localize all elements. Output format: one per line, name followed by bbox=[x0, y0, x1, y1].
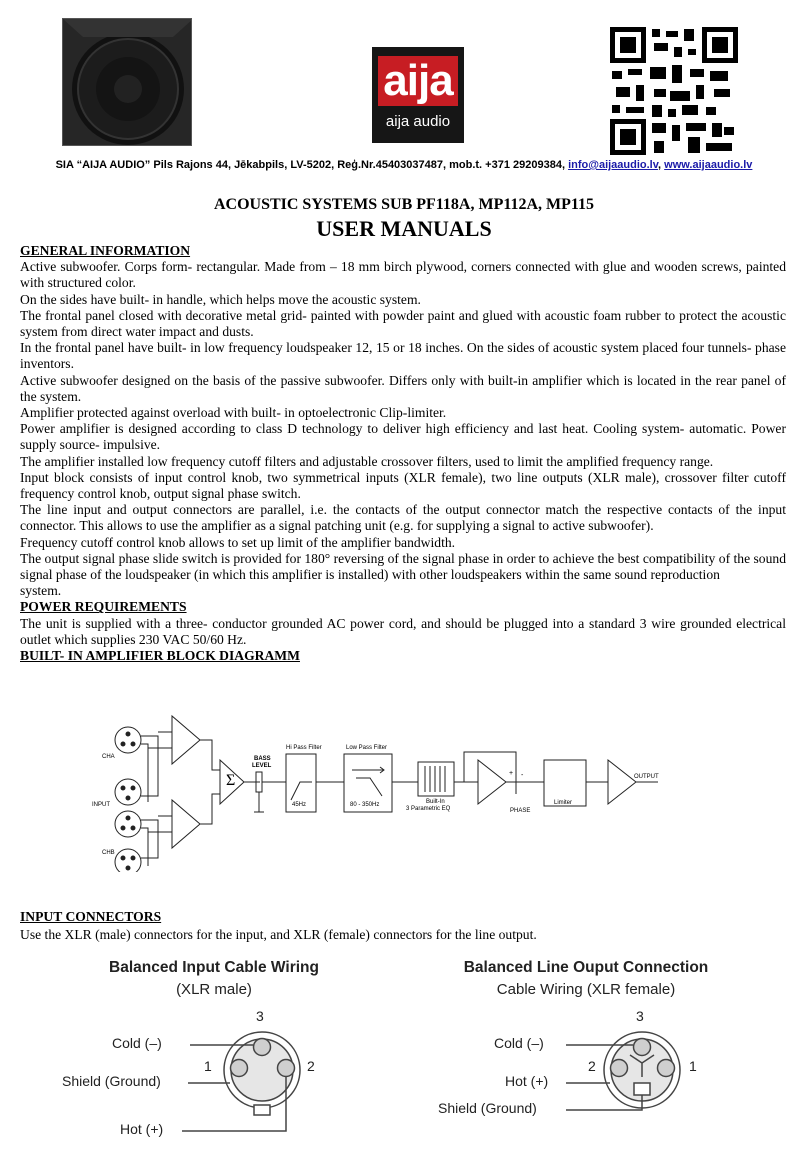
output-label: OUTPUT bbox=[634, 774, 659, 780]
bass-label: BASS bbox=[254, 756, 271, 762]
input-label: INPUT bbox=[92, 802, 110, 808]
logo-brand: aija bbox=[378, 56, 458, 106]
eq-label-2: 3 Parametric EQ bbox=[406, 806, 451, 812]
email-link[interactable]: info@aijaaudio.lv bbox=[568, 159, 659, 171]
qr-code bbox=[610, 27, 738, 155]
paragraph: Frequency cutoff control knob allows to set up limit of the amplifier bandwidth. bbox=[20, 534, 456, 550]
xlr-wiring-diagrams bbox=[50, 955, 770, 1160]
chb-label: CHB bbox=[102, 850, 115, 856]
phase-plus: + bbox=[509, 770, 514, 777]
output-wiring-title-2: Cable Wiring (XLR female) bbox=[496, 981, 676, 998]
diagram-heading: BUILT- IN AMPLIFIER BLOCK DIAGRAMM bbox=[20, 648, 300, 664]
paragraph: In the frontal panel have built- in low frequency loudspeaker 12, 15 or 18 inches. On the sides of acoustic system placed four tunnels- phase inventors. bbox=[20, 340, 786, 372]
logo-subtitle: aija audio bbox=[385, 113, 451, 130]
left-hot-label: Hot (+) bbox=[120, 1121, 164, 1137]
right-hot-label: Hot (+) bbox=[505, 1073, 549, 1089]
input-wiring-title-2: (XLR male) bbox=[176, 981, 252, 998]
level-label: LEVEL bbox=[252, 763, 272, 769]
paragraph: Power amplifier is designed according to class D technology to deliver high efficiency and last heat. Cooling system- automatic. Power supply source- impulsive. bbox=[20, 421, 786, 453]
amplifier-block-diagram bbox=[88, 712, 668, 872]
power-text: The unit is supplied with a three- conductor grounded AC power cord, and should be plugged into a standard 3 wire grounded electrical outlet which supplies 230 VAC 50/60 Hz. bbox=[20, 615, 786, 647]
eq-label-1: Built-In bbox=[426, 799, 445, 805]
input-connectors-heading: INPUT CONNECTORS bbox=[20, 909, 162, 924]
paragraph: Active subwoofer. Corps form- rectangular. Made from – 18 mm birch plywood, corners connected with glue and wooden screws, painted with structured color. bbox=[20, 259, 786, 291]
paragraph: The line input and output connectors are parallel, i.e. the contacts of the output connector match the respective contacts of the input connector. This allows to use the amplifier as a signal patching unit (e.g. for supplying a signal to active subwoofer). bbox=[20, 502, 786, 534]
general-info-heading: GENERAL INFORMATION bbox=[20, 243, 191, 258]
paragraph: system. bbox=[20, 583, 62, 599]
right-pin-3: 3 bbox=[636, 1008, 644, 1024]
document-subtitle: ACOUSTIC SYSTEMS SUB PF118A, MP112A, MP115 bbox=[213, 196, 595, 213]
lowpass-label: Low Pass Filter bbox=[346, 745, 388, 751]
input-connectors-text: Use the XLR (male) connectors for the input, and XLR (female) connectors for the line output. bbox=[20, 927, 537, 942]
paragraph: The amplifier installed low frequency cutoff filters and adjustable crossover filters, used to limit the amplified frequency range. bbox=[20, 453, 714, 469]
paragraph: Amplifier protected against overload with built- in optoelectronic Clip-limiter. bbox=[20, 405, 447, 421]
right-cold-label: Cold (–) bbox=[494, 1035, 544, 1051]
power-heading: POWER REQUIREMENTS bbox=[20, 599, 187, 615]
left-pin-3: 3 bbox=[256, 1008, 264, 1024]
phase-label: PHASE bbox=[510, 808, 531, 814]
input-wiring-title-1: Balanced Input Cable Wiring bbox=[109, 959, 319, 976]
paragraph: Active subwoofer designed on the basis of the passive subwoofer. Differs only with built-in amplifier which is located in the rear panel of the system. bbox=[20, 372, 786, 404]
left-pin-1: 1 bbox=[204, 1058, 212, 1074]
right-pin-1: 1 bbox=[689, 1058, 697, 1074]
company-address: SIA “AIJA AUDIO” Pils Rajons 44, Jēkabpils, LV-5202, Reģ.Nr.45403037487, mob.t. +371 29209384, bbox=[55, 159, 569, 171]
paragraph: Input block consists of input control knob, two symmetrical inputs (XLR female), two line outputs (XLR male), crossover filter cutoff frequency control knob, output signal phase switch. bbox=[20, 469, 786, 502]
output-wiring-title-1: Balanced Line Ouput Connection bbox=[463, 959, 709, 976]
website-link[interactable]: www.aijaaudio.lv bbox=[664, 159, 753, 171]
phase-minus: - bbox=[521, 772, 524, 779]
speaker-photo bbox=[62, 18, 192, 146]
company-info bbox=[0, 159, 808, 171]
paragraph: The output signal phase slide switch is provided for 180° reversing of the signal phase in order to achieve the best compatibility of the sound signal phase of the loudspeaker (in which this amplifier is installed) with other loudspeakers within the same sound reproduction bbox=[20, 550, 786, 583]
right-shield-label: Shield (Ground) bbox=[438, 1100, 537, 1116]
left-cold-label: Cold (–) bbox=[112, 1035, 162, 1051]
link-separator: , bbox=[658, 159, 665, 171]
hipass-value: 45Hz bbox=[292, 802, 307, 808]
aija-audio-logo bbox=[372, 47, 464, 143]
sum-symbol: Σ bbox=[226, 772, 236, 789]
left-pin-2: 2 bbox=[307, 1058, 315, 1074]
document-body bbox=[20, 243, 786, 664]
lowpass-value: 80 - 350Hz bbox=[350, 802, 380, 808]
limiter-label: Limiter bbox=[554, 800, 573, 806]
paragraph: The frontal panel closed with decorative metal grid- painted with powder paint and glued with acoustic foam rubber to protect the acoustic system from direct water impact and dusts. bbox=[20, 307, 786, 340]
document-title: USER MANUALS bbox=[316, 216, 492, 241]
cha-label: CHA bbox=[102, 754, 115, 760]
paragraph: On the sides have built- in handle, which helps move the acoustic system. bbox=[20, 291, 421, 307]
left-shield-label: Shield (Ground) bbox=[62, 1073, 161, 1089]
hipass-label: Hi Pass Filter bbox=[286, 745, 322, 751]
right-pin-2: 2 bbox=[588, 1058, 596, 1074]
